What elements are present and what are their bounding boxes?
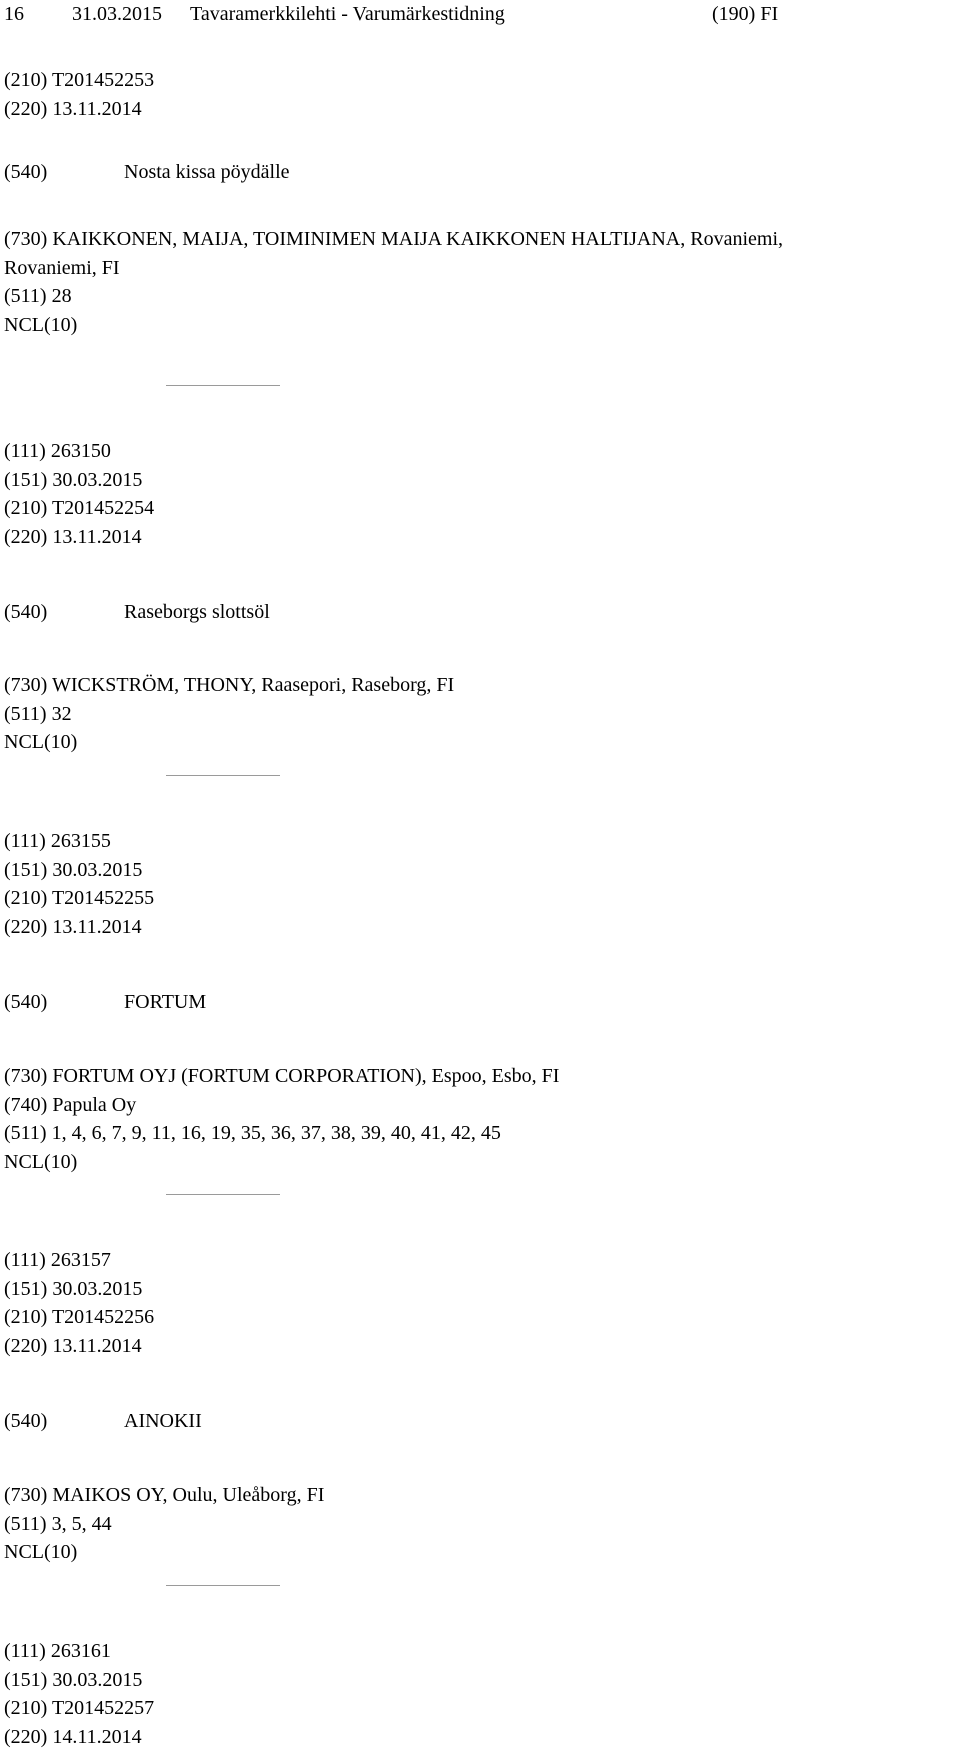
registration-number: (111) 263157 bbox=[4, 1246, 954, 1275]
application-number: (210) T201452257 bbox=[4, 1694, 954, 1723]
registration-date: (151) 30.03.2015 bbox=[4, 856, 954, 885]
ncl-edition: NCL(10) bbox=[4, 311, 954, 340]
mark-text: AINOKII bbox=[124, 1410, 202, 1432]
nice-classes: (511) 28 bbox=[4, 282, 954, 311]
entry-separator bbox=[166, 775, 280, 776]
registration-date: (151) 30.03.2015 bbox=[4, 466, 954, 495]
owner-block bbox=[4, 1062, 954, 1176]
owner: (730) MAIKOS OY, Oulu, Uleåborg, FI bbox=[4, 1481, 954, 1510]
entry-separator bbox=[166, 385, 280, 386]
mark-row bbox=[4, 988, 954, 1017]
application-number: (210) T201452256 bbox=[4, 1303, 954, 1332]
registration-date: (151) 30.03.2015 bbox=[4, 1275, 954, 1304]
mark-code: (540) bbox=[4, 598, 124, 627]
registration-number: (111) 263155 bbox=[4, 827, 954, 856]
registration-date: (151) 30.03.2015 bbox=[4, 1666, 954, 1695]
mark-code: (540) bbox=[4, 158, 124, 187]
mark-row bbox=[4, 598, 954, 627]
page-number: 16 bbox=[4, 0, 24, 29]
ncl-edition: NCL(10) bbox=[4, 1538, 954, 1567]
country-code: (190) FI bbox=[712, 0, 778, 29]
entry-separator bbox=[166, 1194, 280, 1195]
application-number: (210) T201452253 bbox=[4, 66, 954, 95]
nice-classes: (511) 3, 5, 44 bbox=[4, 1510, 954, 1539]
nice-classes: (511) 32 bbox=[4, 700, 954, 729]
entry-separator bbox=[166, 1585, 280, 1586]
owner-block bbox=[4, 671, 954, 757]
trademark-entry bbox=[4, 437, 954, 551]
trademark-entry bbox=[4, 1637, 954, 1751]
trademark-entry bbox=[4, 66, 954, 123]
filing-date: (220) 13.11.2014 bbox=[4, 1332, 954, 1361]
trademark-entry bbox=[4, 827, 954, 941]
page-header bbox=[4, 0, 954, 28]
trademark-entry bbox=[4, 1246, 954, 1360]
mark-code: (540) bbox=[4, 988, 124, 1017]
mark-text: Raseborgs slottsöl bbox=[124, 601, 270, 623]
gazette-page bbox=[4, 0, 954, 28]
ncl-edition: NCL(10) bbox=[4, 728, 954, 757]
ncl-edition: NCL(10) bbox=[4, 1148, 954, 1177]
mark-code: (540) bbox=[4, 1407, 124, 1436]
nice-classes: (511) 1, 4, 6, 7, 9, 11, 16, 19, 35, 36, 37, 38, 39, 40, 41, 42, 45 bbox=[4, 1119, 954, 1148]
filing-date: (220) 13.11.2014 bbox=[4, 913, 954, 942]
application-number: (210) T201452255 bbox=[4, 884, 954, 913]
owner-block bbox=[4, 225, 954, 339]
filing-date: (220) 14.11.2014 bbox=[4, 1723, 954, 1751]
mark-text: Nosta kissa pöydälle bbox=[124, 161, 290, 183]
mark-row bbox=[4, 1407, 954, 1436]
filing-date: (220) 13.11.2014 bbox=[4, 523, 954, 552]
owner: (730) KAIKKONEN, MAIJA, TOIMINIMEN MAIJA KAIKKONEN HALTIJANA, Rovaniemi, bbox=[4, 225, 954, 254]
registration-number: (111) 263161 bbox=[4, 1637, 954, 1666]
agent: (740) Papula Oy bbox=[4, 1091, 954, 1120]
publication-title: Tavaramerkkilehti - Varumärkestidning bbox=[190, 0, 505, 29]
registration-number: (111) 263150 bbox=[4, 437, 954, 466]
application-number: (210) T201452254 bbox=[4, 494, 954, 523]
mark-row bbox=[4, 158, 954, 187]
owner: (730) WICKSTRÖM, THONY, Raasepori, Raseborg, FI bbox=[4, 671, 954, 700]
owner: (730) FORTUM OYJ (FORTUM CORPORATION), Espoo, Esbo, FI bbox=[4, 1062, 954, 1091]
issue-date: 31.03.2015 bbox=[72, 0, 162, 29]
owner-block bbox=[4, 1481, 954, 1567]
owner-continued: Rovaniemi, FI bbox=[4, 254, 954, 283]
filing-date: (220) 13.11.2014 bbox=[4, 95, 954, 124]
mark-text: FORTUM bbox=[124, 991, 206, 1013]
